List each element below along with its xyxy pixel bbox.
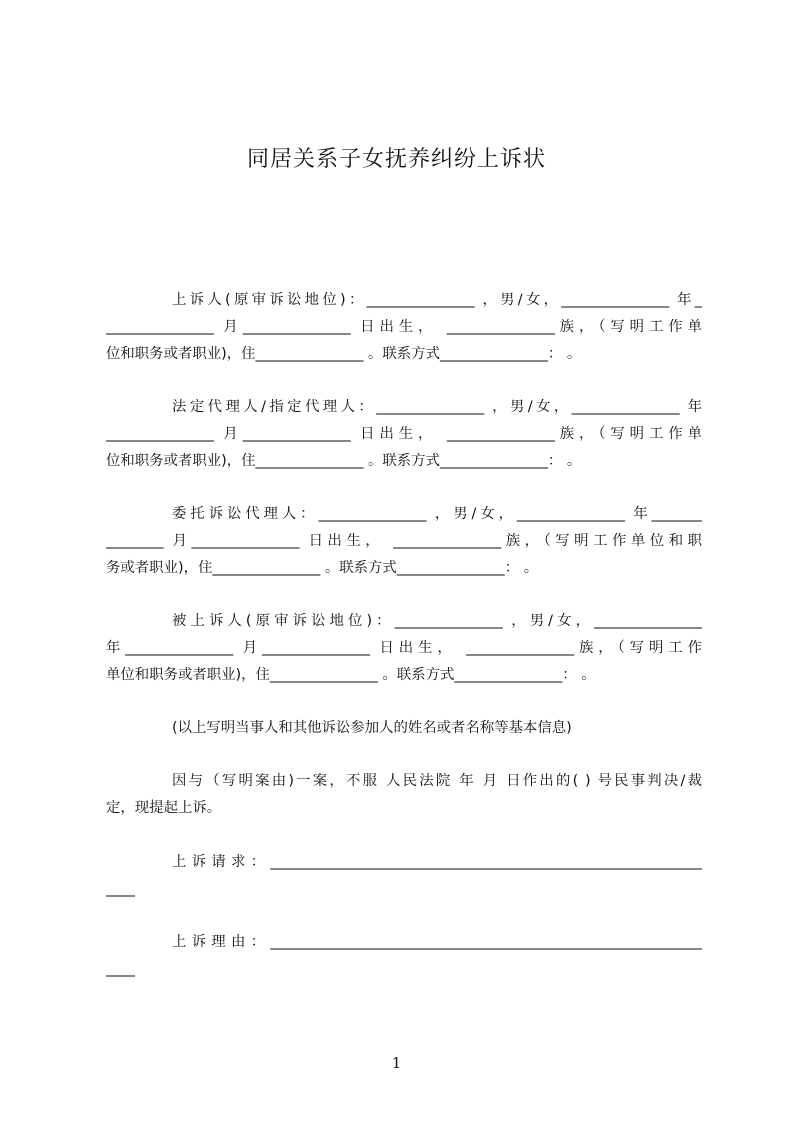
appellant-line-2: _______________ 月_______________ 日出生， _______________族，（写明工作单 — [106, 319, 702, 335]
appeal-reasons-line-2: ____ — [106, 961, 135, 977]
document-title: 同居关系子女抚养纠纷上诉状 — [246, 147, 546, 172]
appellee-line-2: 年_______________ 月_______________ 日出生， _______________族，（写明工作 — [106, 640, 702, 656]
entrusted-agent-line-1: 委托诉讼代理人：_______________ ，男/女，_______________ 年_______ — [172, 506, 702, 522]
page-number: 1 — [391, 1054, 402, 1072]
agent-line-2: _______________ 月_______________ 日出生， _______________族，（写明工作单 — [106, 426, 702, 442]
entrusted-agent-line-3: 务或者职业)，住_______________ 。联系方式_______________： 。 — [106, 560, 539, 576]
appellee-line-1: 被上诉人(原审诉讼地位)：_______________ ，男/女，_______________ — [172, 613, 702, 629]
party-info-note: (以上写明当事人和其他诉讼参加人的姓名或者名称等基本信息) — [172, 720, 572, 736]
appeal-requests-line-1: 上诉请求：____________________________________________________________ — [172, 854, 702, 870]
agent-line-1: 法定代理人/指定代理人：_______________ ，男/女，_______________ 年 — [172, 399, 702, 415]
case-line-2: 定，现提起上诉。 — [106, 800, 222, 816]
case-line-1: 因与（写明案由)一案，不服 人民法院 年 月 日作出的( ) 号民事判决/裁 — [172, 773, 702, 789]
appellant-line-3: 位和职务或者职业)，住_______________ 。联系方式_______________： 。 — [106, 346, 582, 362]
appeal-requests-line-2: ____ — [106, 881, 135, 897]
entrusted-agent-line-2: ________ 月_______________ 日出生， _______________族，（写明工作单位和职 — [106, 533, 702, 549]
agent-line-3: 位和职务或者职业)，住_______________ 。联系方式_______________： 。 — [106, 453, 582, 469]
appellant-line-1: 上诉人(原审诉讼地位)：_______________ ，男/女，_______________ 年_ — [172, 292, 702, 308]
appeal-reasons-line-1: 上诉理由：____________________________________________________________ — [172, 934, 702, 950]
appellee-line-3: 单位和职务或者职业)，住_______________ 。联系方式_______________： 。 — [106, 667, 596, 683]
